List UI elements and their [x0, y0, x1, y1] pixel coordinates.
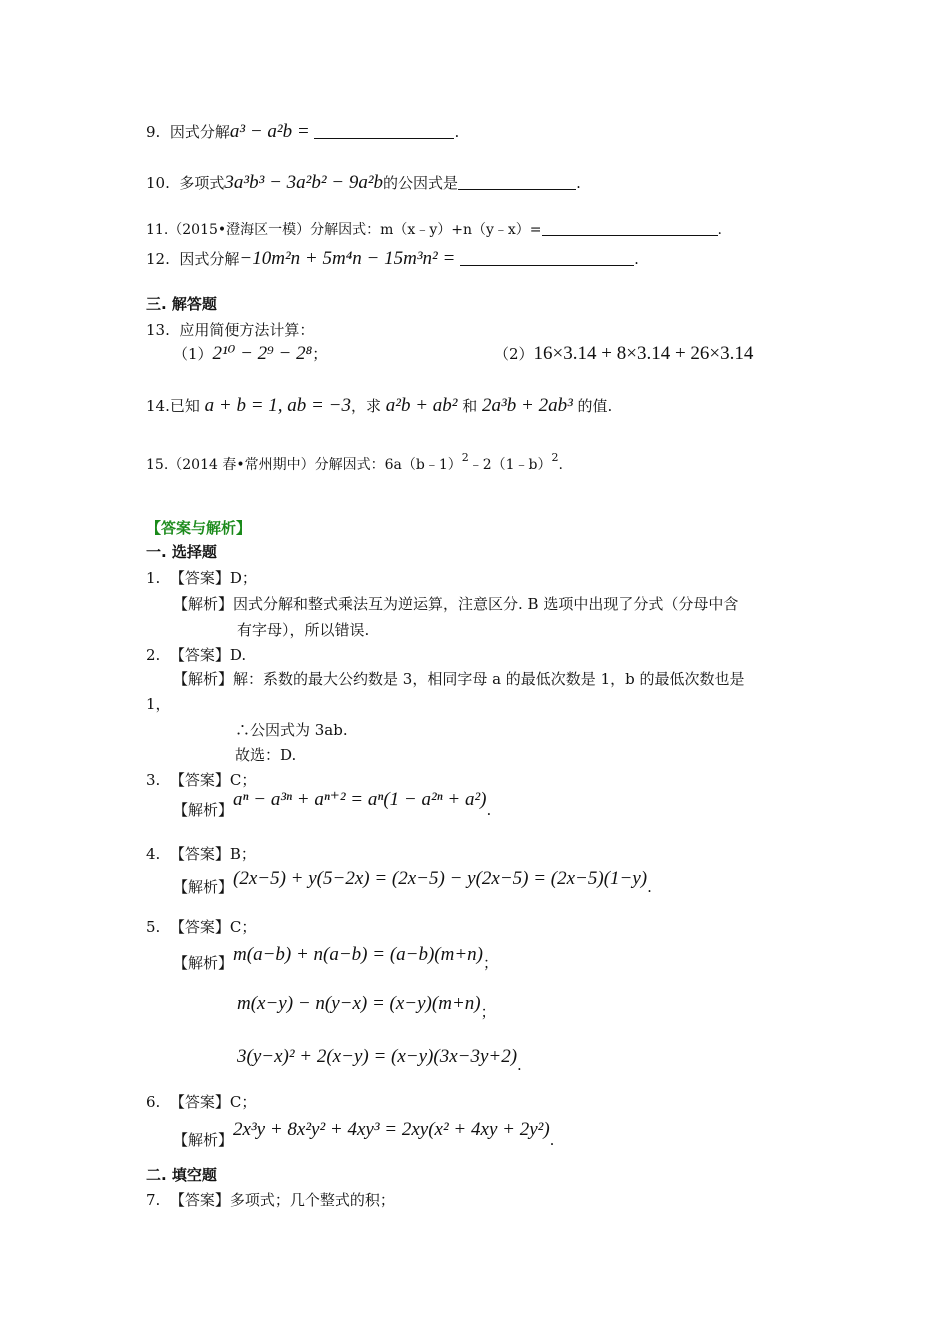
answer-6: 6. 【答案】C； [146, 1093, 257, 1111]
answer-2-conclusion: ∴公因式为 3ab. [235, 721, 348, 739]
section-heading-fill: 二. 填空题 [146, 1166, 217, 1184]
answer-1-explanation-cont: 有字母），所以错误. [237, 621, 370, 639]
answer-4: 4. 【答案】B； [146, 845, 256, 863]
question-13: 13. 应用简便方法计算： [146, 321, 315, 339]
answer-2: 2. 【答案】D. [146, 646, 247, 664]
answer-3-explanation: 【解析】aⁿ − a³ⁿ + aⁿ⁺² = aⁿ(1 − a²ⁿ + a²). [173, 789, 492, 819]
q12-expr: −10m²n + 5m⁴n − 15m³n² = [239, 248, 456, 269]
answer-1: 1. 【答案】D； [146, 569, 257, 587]
answer-4-explanation: 【解析】(2x−5) + y(5−2x) = (2x−5) − y(2x−5) = (2x−5)(1−y). [173, 868, 652, 896]
question-15: 15.（2014 春•常州期中）分解因式：6a（b﹣1）$^2$﹣2（1﹣b）$^2$. [146, 451, 563, 473]
section-heading-solve: 三. 解答题 [146, 295, 217, 313]
question-13-part2: （2）16×3.14 + 8×3.14 + 26×3.14 [494, 343, 754, 364]
answer-5-line2: m(x−y) − n(y−x) = (x−y)(m+n)； [237, 993, 496, 1021]
answers-heading: 【答案与解析】 [146, 519, 252, 537]
answer-3: 3. 【答案】C； [146, 771, 257, 789]
question-10: 10. 多项式3a³b³ − 3a²b² − 9a²b的公因式是 . [146, 172, 581, 193]
question-14: 14.已知 a + b = 1, ab = −3，求 a²b + ab² 和 2a³b + 2ab³ 的值. [146, 395, 613, 416]
answer-blank [460, 251, 634, 266]
answer-6-explanation: 【解析】2x³y + 8x²y² + 4xy³ = 2xy(x² + 4xy + 2y²). [173, 1119, 555, 1149]
answer-2-explanation-cont: 1， [146, 695, 171, 713]
answer-5-line3: 3(y−x)² + 2(x−y) = (x−y)(3x−3y+2). [237, 1046, 522, 1074]
answer-7: 7. 【答案】多项式；几个整式的积； [146, 1191, 395, 1209]
answer-1-explanation: 【解析】因式分解和整式乘法互为逆运算，注意区分. B 选项中出现了分式（分母中含 [173, 595, 739, 613]
question-13-part1: （1）2¹⁰ − 2⁹ − 2⁸； [173, 343, 328, 364]
answer-2-explanation: 【解析】解：系数的最大公约数是 3，相同字母 a 的最低次数是 1，b 的最低次数也是 [173, 670, 745, 688]
answer-blank [458, 175, 576, 190]
answer-blank [542, 221, 718, 236]
question-11: 11.（2015•澄海区一模）分解因式：m（x﹣y）+n（y﹣x）= . [146, 222, 722, 238]
answer-2-choice: 故选：D. [235, 746, 297, 764]
answer-5-explanation: 【解析】m(a−b) + n(a−b) = (a−b)(m+n)； [173, 944, 499, 972]
question-12: 12. 因式分解−10m²n + 5m⁴n − 15m³n² = . [146, 248, 639, 269]
q9-expr: a³ − a²b = [229, 121, 310, 142]
section-heading-choice: 一. 选择题 [146, 543, 217, 561]
answer-5: 5. 【答案】C； [146, 918, 257, 936]
answer-blank [314, 124, 454, 139]
q10-expr: 3a³b³ − 3a²b² − 9a²b [224, 172, 384, 193]
question-9: 9. 因式分解a³ − a²b = . [146, 121, 460, 142]
